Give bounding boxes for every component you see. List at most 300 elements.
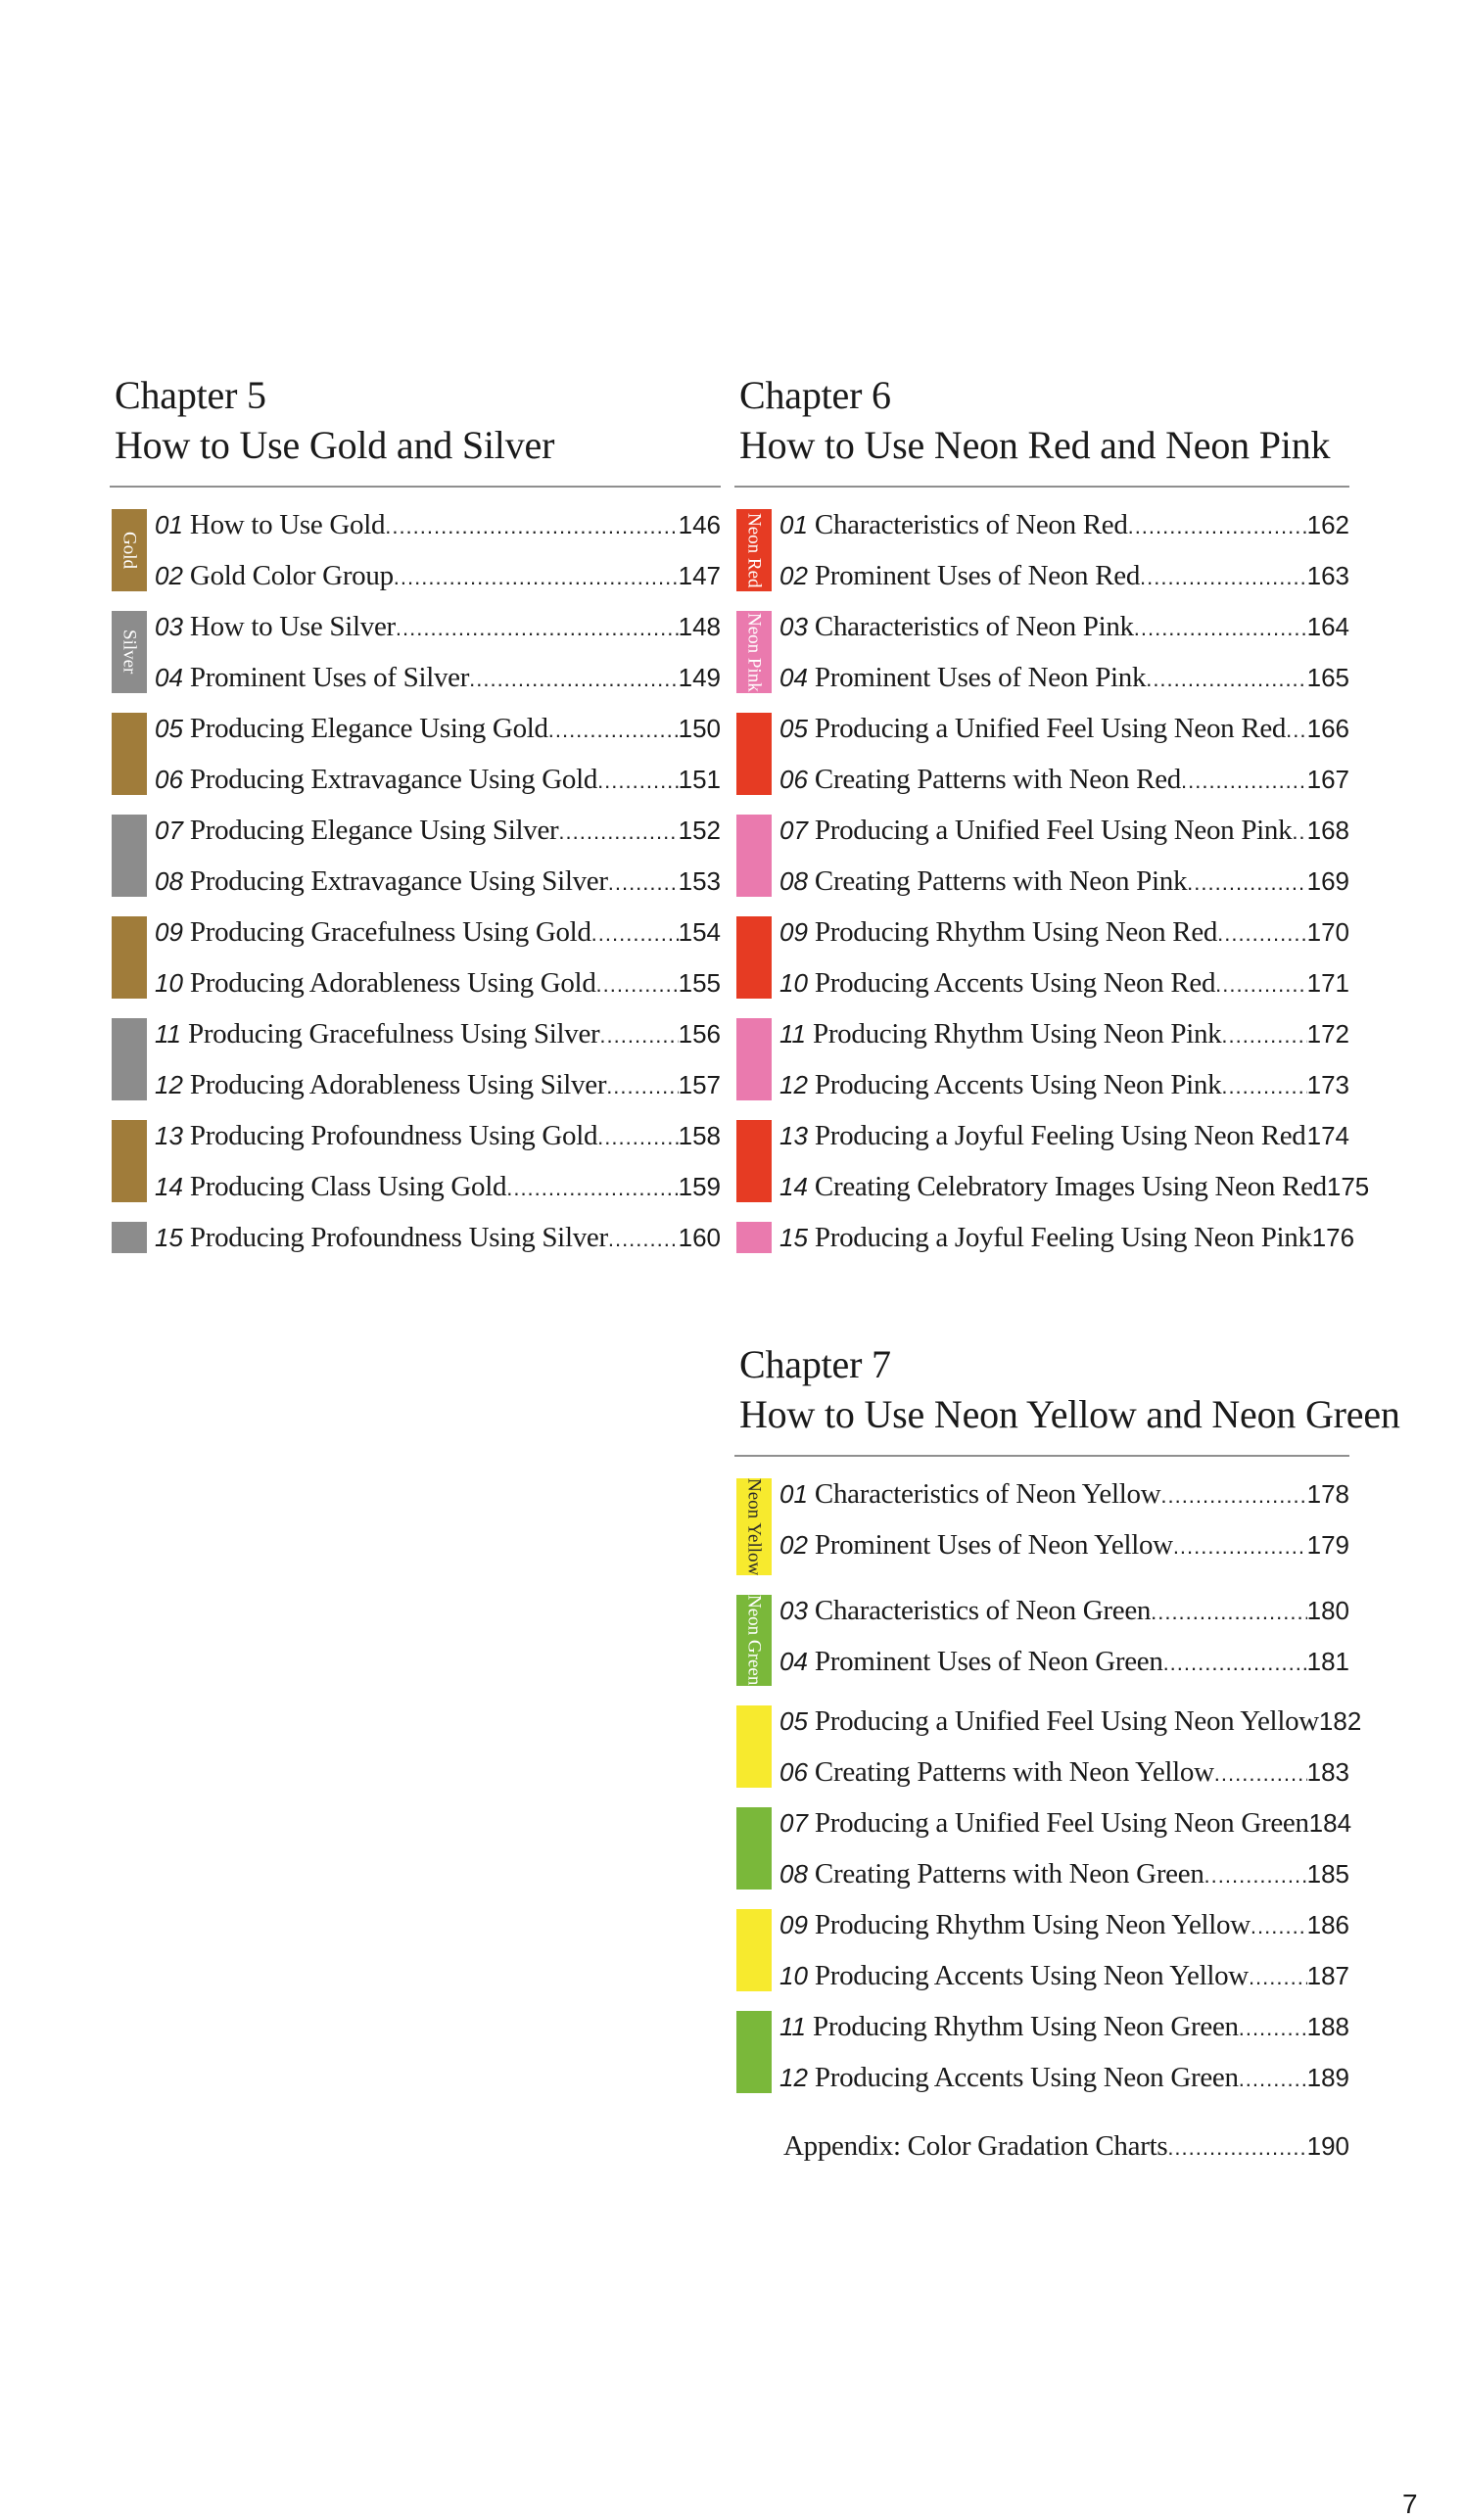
- entry-page-number: 170: [1306, 917, 1349, 947]
- toc-entry[interactable]: [779, 754, 1349, 805]
- toc-entry[interactable]: [779, 1797, 1352, 1848]
- chapter-5-section: [110, 370, 721, 1263]
- toc-entry[interactable]: [155, 652, 721, 703]
- dot-leader: [394, 552, 679, 603]
- color-group: [734, 2001, 1349, 2103]
- toc-entry[interactable]: [779, 805, 1349, 856]
- group-entries: [779, 907, 1349, 1008]
- color-swatch: [736, 713, 772, 795]
- entry-title: Creating Patterns with Neon Pink: [814, 865, 1188, 897]
- toc-entry[interactable]: [779, 1110, 1349, 1161]
- swatch-label: Neon Green: [743, 1595, 765, 1686]
- dot-leader: [597, 1112, 678, 1163]
- chapter-number: Chapter 7: [739, 1342, 891, 1386]
- entry-title: Producing Profoundness Using Gold: [189, 1120, 598, 1151]
- swatch-label: Silver: [118, 630, 140, 675]
- dot-leader: [1187, 858, 1306, 909]
- entry-page-number: 160: [678, 1223, 721, 1252]
- entry-number: 11: [779, 2011, 806, 2041]
- color-swatch: [736, 1705, 772, 1788]
- dot-leader: [1286, 705, 1306, 756]
- toc-entry[interactable]: [155, 805, 721, 856]
- entry-title: Producing Extravagance Using Silver: [189, 865, 608, 897]
- entry-number: 02: [779, 1530, 808, 1560]
- toc-entry[interactable]: [779, 1899, 1349, 1950]
- entry-page-number: 149: [678, 663, 721, 692]
- toc-entry[interactable]: [779, 957, 1349, 1008]
- group-entries: [779, 1469, 1349, 1585]
- toc-entry[interactable]: [155, 1008, 721, 1059]
- entry-number: 04: [779, 663, 808, 692]
- color-swatch: [736, 1222, 772, 1253]
- color-swatch: [112, 1120, 147, 1202]
- chapter-divider: [110, 486, 721, 488]
- entry-title: Producing Rhythm Using Neon Pink: [813, 1018, 1222, 1050]
- entry-title: Producing Rhythm Using Neon Yellow: [814, 1908, 1251, 1940]
- toc-entry[interactable]: [779, 1059, 1349, 1110]
- entry-title: Creating Patterns with Neon Green: [814, 1857, 1204, 1890]
- toc-entry[interactable]: [779, 1212, 1355, 1263]
- dot-leader: [1134, 603, 1307, 654]
- entry-number: 07: [155, 816, 183, 845]
- appendix-title: Appendix: Color Gradation Charts: [783, 2130, 1168, 2162]
- toc-entry[interactable]: [155, 1110, 721, 1161]
- color-group: [734, 805, 1349, 907]
- toc-entry[interactable]: [155, 856, 721, 907]
- entry-title: Producing a Unified Feel Using Neon Pink: [814, 815, 1293, 846]
- toc-entry[interactable]: [155, 907, 721, 957]
- entry-page-number: 148: [678, 612, 721, 641]
- entry-page-number: 159: [678, 1172, 721, 1201]
- toc-entry[interactable]: [779, 907, 1349, 957]
- entry-number: 07: [779, 1807, 808, 1838]
- entry-page-number: 169: [1306, 866, 1349, 896]
- entry-page-number: 171: [1306, 968, 1349, 998]
- entry-page-number: 166: [1306, 714, 1349, 743]
- dot-leader: [1128, 501, 1307, 552]
- toc-entry[interactable]: [779, 601, 1349, 652]
- color-swatch: [736, 1807, 772, 1890]
- entry-title: Prominent Uses of Neon Green: [814, 1646, 1163, 1678]
- color-group: [734, 703, 1349, 805]
- chapter-title: How to Use Neon Yellow and Neon Green: [739, 1392, 1400, 1436]
- entry-title: Prominent Uses of Neon Pink: [814, 662, 1147, 693]
- color-swatch: [112, 815, 147, 897]
- color-swatch: [112, 1222, 147, 1253]
- chapter-number: Chapter 6: [739, 373, 891, 417]
- entry-title: Creating Patterns with Neon Red: [814, 764, 1181, 795]
- color-group: [110, 1008, 721, 1110]
- toc-entry[interactable]: [779, 1636, 1349, 1687]
- entry-number: 12: [155, 1070, 183, 1099]
- dot-leader: [1215, 959, 1306, 1010]
- entry-number: 06: [155, 765, 183, 794]
- entry-page-number: 152: [678, 816, 721, 845]
- entry-page-number: 167: [1306, 765, 1349, 794]
- color-swatch: [112, 713, 147, 795]
- toc-entry[interactable]: [779, 1469, 1349, 1519]
- entry-number: 05: [155, 714, 183, 743]
- entry-title: Creating Celebratory Images Using Neon Red: [814, 1171, 1327, 1202]
- entry-page-number: 178: [1306, 1479, 1349, 1509]
- entry-page-number: 168: [1306, 816, 1349, 845]
- entry-number: 03: [779, 1596, 808, 1626]
- entry-number: 11: [779, 1019, 806, 1049]
- dot-leader: [1217, 909, 1307, 959]
- appendix-entry[interactable]: [783, 2130, 1349, 2163]
- dot-leader: [1163, 1638, 1307, 1689]
- entry-title: Producing Accents Using Neon Green: [814, 2061, 1239, 2093]
- entry-title: Producing Extravagance Using Gold: [189, 764, 598, 795]
- dot-leader: [385, 501, 678, 552]
- entry-number: 03: [779, 612, 808, 641]
- dot-leader: [1239, 2054, 1307, 2105]
- entry-title: Producing a Unified Feel Using Neon Red: [814, 713, 1287, 744]
- dot-leader: [1214, 1749, 1307, 1799]
- color-group: [734, 499, 1349, 601]
- group-entries: [779, 805, 1349, 907]
- entry-number: 09: [155, 917, 183, 947]
- entry-page-number: 180: [1306, 1596, 1349, 1626]
- chapter-heading: [110, 370, 721, 470]
- entry-number: 05: [779, 714, 808, 743]
- entry-number: 14: [779, 1172, 808, 1201]
- toc-entry[interactable]: [155, 499, 721, 550]
- entry-title: Producing Class Using Gold: [189, 1171, 507, 1202]
- color-swatch: [736, 1595, 772, 1685]
- color-group: [110, 601, 721, 703]
- color-group: [734, 1899, 1349, 2001]
- dot-leader: [506, 1163, 678, 1214]
- toc-entry-list: [734, 1469, 1362, 2103]
- dot-leader: [1221, 1061, 1306, 1112]
- chapter-title: How to Use Gold and Silver: [115, 423, 555, 467]
- color-group: [734, 1585, 1349, 1695]
- color-group: [734, 1797, 1352, 1899]
- entry-number: 02: [155, 561, 183, 590]
- entry-page-number: 162: [1306, 510, 1349, 539]
- dot-leader: [591, 909, 679, 959]
- entry-number: 14: [155, 1172, 183, 1201]
- entry-title: Producing Accents Using Neon Pink: [814, 1069, 1222, 1100]
- color-group: [110, 907, 721, 1008]
- swatch-label: Neon Yellow: [743, 1478, 765, 1576]
- entry-page-number: 176: [1311, 1223, 1355, 1252]
- color-group: [734, 907, 1349, 1008]
- entry-title: Characteristics of Neon Red: [814, 509, 1128, 540]
- color-swatch: [112, 1018, 147, 1100]
- group-entries: [155, 601, 721, 703]
- chapter-7-section: [734, 1339, 1400, 2103]
- toc-entry[interactable]: [779, 550, 1349, 601]
- toc-entry[interactable]: [779, 1747, 1349, 1797]
- entry-title: Producing Rhythm Using Neon Green: [813, 2010, 1239, 2042]
- entry-title: Characteristics of Neon Green: [814, 1595, 1152, 1627]
- toc-entry[interactable]: [779, 1696, 1362, 1747]
- entry-page-number: 163: [1306, 561, 1349, 590]
- entry-title: Producing Elegance Using Gold: [189, 713, 548, 744]
- group-entries: [779, 1212, 1355, 1263]
- toc-entry[interactable]: [779, 856, 1349, 907]
- entry-page-number: 164: [1306, 612, 1349, 641]
- dot-leader: [1249, 1952, 1307, 2003]
- entry-title: Producing Elegance Using Silver: [189, 815, 559, 846]
- entry-number: 13: [779, 1121, 808, 1150]
- chapter-heading: [734, 370, 1349, 470]
- color-group: [734, 1110, 1370, 1212]
- group-entries: [155, 1110, 721, 1212]
- entry-number: 11: [155, 1019, 181, 1049]
- color-swatch: [736, 1120, 772, 1202]
- entry-title: Producing Adorableness Using Silver: [189, 1069, 607, 1100]
- dot-leader: [596, 959, 679, 1010]
- entry-number: 03: [155, 612, 183, 641]
- entry-page-number: 147: [678, 561, 721, 590]
- group-entries: [779, 1585, 1349, 1695]
- entry-title: Gold Color Group: [189, 560, 394, 591]
- dot-leader: [1140, 552, 1307, 603]
- chapter-number: Chapter 5: [115, 373, 266, 417]
- entry-title: Producing Accents Using Neon Red: [814, 967, 1216, 999]
- group-entries: [155, 1212, 721, 1263]
- toc-entry[interactable]: [779, 499, 1349, 550]
- entry-number: 12: [779, 1070, 808, 1099]
- toc-entry[interactable]: [779, 703, 1349, 754]
- swatch-label: Gold: [118, 532, 140, 569]
- entry-page-number: 151: [678, 765, 721, 794]
- group-entries: [779, 1696, 1362, 1797]
- chapter-divider: [734, 486, 1349, 488]
- dot-leader: [1160, 1470, 1306, 1521]
- entry-number: 01: [155, 510, 183, 539]
- dot-leader: [606, 1061, 678, 1112]
- entry-number: 02: [779, 561, 808, 590]
- toc-entry[interactable]: [779, 1519, 1349, 1570]
- entry-number: 06: [779, 1756, 808, 1787]
- entry-title: Characteristics of Neon Yellow: [814, 1478, 1161, 1510]
- swatch-label: Neon Red: [743, 512, 765, 588]
- chapter-6-section: [734, 370, 1370, 1263]
- entry-title: How to Use Gold: [189, 509, 386, 540]
- color-group: [110, 703, 721, 805]
- entry-title: Producing Accents Using Neon Yellow: [814, 1959, 1249, 1991]
- entry-page-number: 183: [1306, 1756, 1349, 1787]
- entry-title: Producing Profoundness Using Silver: [189, 1222, 608, 1253]
- color-group: [734, 1696, 1362, 1797]
- group-entries: [779, 1899, 1349, 2001]
- dot-leader: [608, 1214, 679, 1265]
- color-swatch: [112, 611, 147, 693]
- dot-leader: [608, 858, 679, 909]
- toc-entry[interactable]: [155, 1161, 721, 1212]
- toc-entry[interactable]: [779, 2052, 1349, 2103]
- entry-number: 10: [779, 1960, 808, 1990]
- color-swatch: [736, 815, 772, 897]
- group-entries: [155, 805, 721, 907]
- entry-title: Producing a Joyful Feeling Using Neon Pink: [814, 1222, 1312, 1253]
- dot-leader: [396, 603, 679, 654]
- entry-page-number: 165: [1306, 663, 1349, 692]
- entry-page-number: 186: [1306, 1909, 1349, 1939]
- entry-number: 13: [155, 1121, 183, 1150]
- entry-number: 10: [779, 968, 808, 998]
- color-swatch: [736, 2011, 772, 2093]
- appendix-page-number: 190: [1306, 2131, 1349, 2161]
- color-swatch: [112, 509, 147, 591]
- entry-number: 09: [779, 917, 808, 947]
- entry-page-number: 188: [1306, 2011, 1349, 2041]
- dot-leader: [1221, 1010, 1306, 1061]
- page-number: 7: [1402, 2489, 1418, 2519]
- toc-entry[interactable]: [779, 1848, 1349, 1899]
- group-entries: [155, 907, 721, 1008]
- entry-number: 01: [779, 1479, 808, 1509]
- entry-page-number: 157: [678, 1070, 721, 1099]
- group-entries: [779, 499, 1349, 601]
- entry-page-number: 179: [1306, 1530, 1349, 1560]
- chapter-divider: [734, 1455, 1349, 1457]
- entry-title: Producing Gracefulness Using Silver: [188, 1018, 600, 1050]
- entry-title: Producing Adorableness Using Gold: [189, 967, 596, 999]
- entry-title: Producing a Unified Feel Using Neon Green: [814, 1806, 1309, 1839]
- entry-number: 04: [155, 663, 183, 692]
- entry-number: 15: [779, 1223, 808, 1252]
- swatch-label: Neon Pink: [743, 612, 765, 692]
- toc-entry-list: [734, 499, 1370, 1263]
- entry-page-number: 185: [1306, 1858, 1349, 1889]
- entry-page-number: 156: [678, 1019, 721, 1049]
- toc-entry[interactable]: [155, 754, 721, 805]
- color-group: [110, 1212, 721, 1263]
- group-entries: [155, 499, 721, 601]
- color-swatch: [736, 1909, 772, 1991]
- toc-entry[interactable]: [155, 550, 721, 601]
- entry-page-number: 187: [1306, 1960, 1349, 1990]
- entry-page-number: 154: [678, 917, 721, 947]
- entry-number: 04: [779, 1647, 808, 1677]
- dot-leader: [1292, 807, 1306, 858]
- chapter-title: How to Use Neon Red and Neon Pink: [739, 423, 1331, 467]
- toc-entry[interactable]: [779, 652, 1349, 703]
- color-swatch: [736, 916, 772, 999]
- toc-entry[interactable]: [779, 1585, 1349, 1636]
- toc-entry[interactable]: [155, 957, 721, 1008]
- entry-number: 10: [155, 968, 183, 998]
- dot-leader: [1251, 1901, 1307, 1952]
- group-entries: [779, 601, 1349, 703]
- group-entries: [779, 2001, 1349, 2103]
- entry-title: Prominent Uses of Silver: [189, 662, 470, 693]
- entry-page-number: 158: [678, 1121, 721, 1150]
- entry-title: Producing Rhythm Using Neon Red: [814, 916, 1218, 948]
- dot-leader: [548, 705, 679, 756]
- color-group: [734, 601, 1349, 703]
- dot-leader: [1239, 2003, 1307, 2054]
- color-group: [110, 1110, 721, 1212]
- entry-page-number: 181: [1306, 1647, 1349, 1677]
- group-entries: [155, 703, 721, 805]
- entry-number: 06: [779, 765, 808, 794]
- color-group: [110, 499, 721, 601]
- toc-entry[interactable]: [155, 703, 721, 754]
- entry-number: 01: [779, 510, 808, 539]
- toc-entry[interactable]: [779, 1950, 1349, 2001]
- color-swatch: [736, 1018, 772, 1100]
- entry-page-number: 150: [678, 714, 721, 743]
- entry-number: 09: [779, 1909, 808, 1939]
- color-swatch: [736, 1478, 772, 1575]
- color-group: [734, 1469, 1349, 1585]
- color-group: [734, 1008, 1349, 1110]
- dot-leader: [1173, 1521, 1307, 1572]
- entry-page-number: 182: [1318, 1705, 1362, 1736]
- group-entries: [779, 1008, 1349, 1110]
- toc-entry[interactable]: [779, 2001, 1349, 2052]
- entry-title: Producing a Joyful Feeling Using Neon Red: [814, 1120, 1306, 1151]
- toc-entry-list: [110, 499, 721, 1263]
- toc-entry[interactable]: [155, 1212, 721, 1263]
- entry-page-number: 155: [678, 968, 721, 998]
- entry-page-number: 146: [678, 510, 721, 539]
- toc-entry[interactable]: [779, 1008, 1349, 1059]
- toc-entry[interactable]: [779, 1161, 1370, 1212]
- dot-leader: [1167, 2135, 1306, 2161]
- entry-title: Prominent Uses of Neon Yellow: [814, 1529, 1173, 1561]
- entry-title: How to Use Silver: [189, 611, 396, 642]
- color-group: [110, 805, 721, 907]
- color-swatch: [112, 916, 147, 999]
- entry-number: 08: [155, 866, 183, 896]
- entry-title: Creating Patterns with Neon Yellow: [814, 1755, 1214, 1788]
- dot-leader: [469, 654, 678, 705]
- group-entries: [155, 1008, 721, 1110]
- entry-title: Prominent Uses of Neon Red: [814, 560, 1141, 591]
- color-swatch: [736, 611, 772, 693]
- group-entries: [779, 703, 1349, 805]
- entry-title: Producing Gracefulness Using Gold: [189, 916, 591, 948]
- entry-page-number: 153: [678, 866, 721, 896]
- entry-title: Producing a Unified Feel Using Neon Yellow: [814, 1704, 1319, 1737]
- entry-number: 05: [779, 1705, 808, 1736]
- entry-page-number: 189: [1306, 2062, 1349, 2092]
- chapter-heading: [734, 1339, 1400, 1439]
- entry-number: 15: [155, 1223, 183, 1252]
- entry-page-number: 173: [1306, 1070, 1349, 1099]
- group-entries: [779, 1110, 1370, 1212]
- entry-page-number: 174: [1306, 1121, 1349, 1150]
- entry-number: 08: [779, 866, 808, 896]
- dot-leader: [599, 1010, 678, 1061]
- entry-page-number: 175: [1326, 1172, 1370, 1201]
- entry-page-number: 172: [1306, 1019, 1349, 1049]
- entry-number: 08: [779, 1858, 808, 1889]
- color-swatch: [736, 509, 772, 591]
- dot-leader: [558, 807, 678, 858]
- toc-entry[interactable]: [155, 601, 721, 652]
- dot-leader: [597, 756, 679, 807]
- entry-number: 12: [779, 2062, 808, 2092]
- dot-leader: [1181, 756, 1307, 807]
- entry-number: 07: [779, 816, 808, 845]
- dot-leader: [1204, 1850, 1307, 1901]
- dot-leader: [1146, 654, 1306, 705]
- entry-page-number: 184: [1308, 1807, 1352, 1838]
- entry-title: Characteristics of Neon Pink: [814, 611, 1134, 642]
- dot-leader: [1151, 1587, 1307, 1638]
- toc-entry[interactable]: [155, 1059, 721, 1110]
- group-entries: [779, 1797, 1352, 1899]
- color-group: [734, 1212, 1355, 1263]
